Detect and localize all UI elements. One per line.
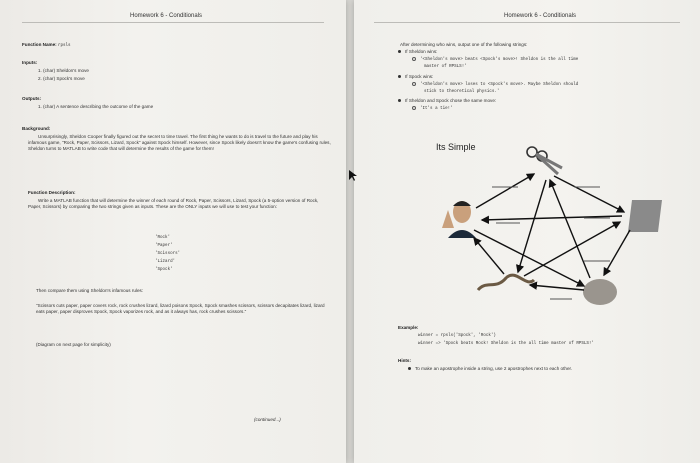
- inputs-label: Inputs:: [22, 60, 38, 65]
- bullet-icon: [398, 75, 401, 78]
- pentagram-arrows: [474, 174, 630, 290]
- function-description-label: Function Description:: [28, 190, 76, 195]
- right-page-header: Homework 6 - Conditionals: [504, 13, 577, 19]
- option-rock: 'Rock': [155, 236, 171, 240]
- circle-bullet-icon: [412, 82, 416, 86]
- hints-label: Hints:: [398, 358, 412, 363]
- function-name-value: rpsls: [58, 44, 71, 48]
- case-code-line: '<Sheldon's move> loses to <Spock's move>. Maybe Sheldon should: [412, 82, 578, 88]
- bullet-icon: [408, 367, 411, 370]
- mouse-pointer-icon: [349, 170, 357, 182]
- header-divider: [22, 22, 324, 23]
- example-line-1: winner = rpsls('Spock', 'Rock'): [418, 334, 496, 338]
- input-item-2: 2. (char) Spock's move: [38, 76, 85, 81]
- compare-text: Then compare them using Sheldon's infamous rules:: [36, 288, 144, 293]
- bullet-icon: [398, 99, 401, 102]
- background-label: Background:: [22, 126, 51, 131]
- rpsls-diagram: [434, 140, 664, 310]
- hint-item: To make an apostrophe inside a string, use 2 apostrophes next to each other.: [408, 366, 572, 372]
- intro-text: After determining who wins, output one of the following strings:: [400, 42, 528, 47]
- function-name-label: Function Name:: [22, 42, 57, 47]
- circle-bullet-icon: [412, 106, 416, 110]
- header-divider: [374, 22, 680, 23]
- left-page-header: Homework 6 - Conditionals: [130, 13, 203, 19]
- continued-note: (continued...): [254, 417, 281, 422]
- option-paper: 'Paper': [155, 244, 173, 248]
- diagram-title: Its Simple: [436, 142, 476, 152]
- case-code-line: master of RPSLS!': [424, 65, 467, 69]
- output-item-1: 1. (char) A sentence describing the outcome of the game: [38, 104, 154, 109]
- outputs-label: Outputs:: [22, 96, 42, 101]
- case-code-line: 'It's a tie!': [412, 106, 453, 112]
- case-sheldon-wins: If Sheldon wins:: [398, 49, 437, 55]
- diagram-note: (Diagram on next page for simplicity): [36, 342, 111, 347]
- case-tie: If Sheldon and Spock chose the same move:: [398, 98, 496, 104]
- option-spock: 'Spock': [155, 268, 173, 272]
- rules-text: "Scissors cuts paper, paper covers rock, rock crushes lizard, lizard poisons Spock, Spock smashes scissors, scissors decapitates lizard, lizard eats paper, paper disproves Spock, Spock vaporizes rock, and as it always has, rock crushes scissors.": [36, 303, 325, 315]
- case-spock-wins: If Spock wins:: [398, 74, 433, 80]
- function-description-text: Write a MATLAB function that will determine the winner of each round of Rock, Paper, Scissors, Lizard, Spock (a 5-option version of Rock, Paper, Scissors) by comparing the two strings given as inputs. These are the ONLY inputs we will use to test your function:: [28, 198, 319, 210]
- option-scissors: 'Scissors': [155, 252, 181, 256]
- case-code-line: stick to theoretical physics.': [424, 90, 500, 94]
- example-line-2: winner => 'Spock beats Rock! Sheldon is the all time master of RPSLS!': [418, 342, 594, 346]
- case-code-line: '<Sheldon's move> beats <Spock's move>! Sheldon is the all time: [412, 57, 578, 63]
- background-text: Unsurprisingly, Sheldon Cooper finally figured out the secret to time travel. The first thing he wants to do is travel to the future and play his infamous game, "Rock, Paper, Scissors, Lizard, Spock" against Spock himself. However, since Spock likely doesn't know the game's confusing rules, Sheldon turns to MATLAB to write code that will determine the results of the game for them!: [28, 134, 331, 152]
- lizard-icon: [478, 275, 534, 290]
- spock-icon: [442, 201, 476, 238]
- option-lizard: 'Lizard': [155, 260, 176, 264]
- right-page: [354, 0, 700, 463]
- function-name-line: [22, 42, 71, 49]
- rock-icon: [583, 279, 617, 305]
- paper-icon: [628, 200, 662, 232]
- bullet-icon: [398, 50, 401, 53]
- left-page: [0, 0, 346, 463]
- example-label: Example:: [398, 325, 419, 330]
- input-item-1: 1. (char) Sheldon's move: [38, 68, 89, 73]
- scissors-icon: [527, 147, 562, 174]
- circle-bullet-icon: [412, 57, 416, 61]
